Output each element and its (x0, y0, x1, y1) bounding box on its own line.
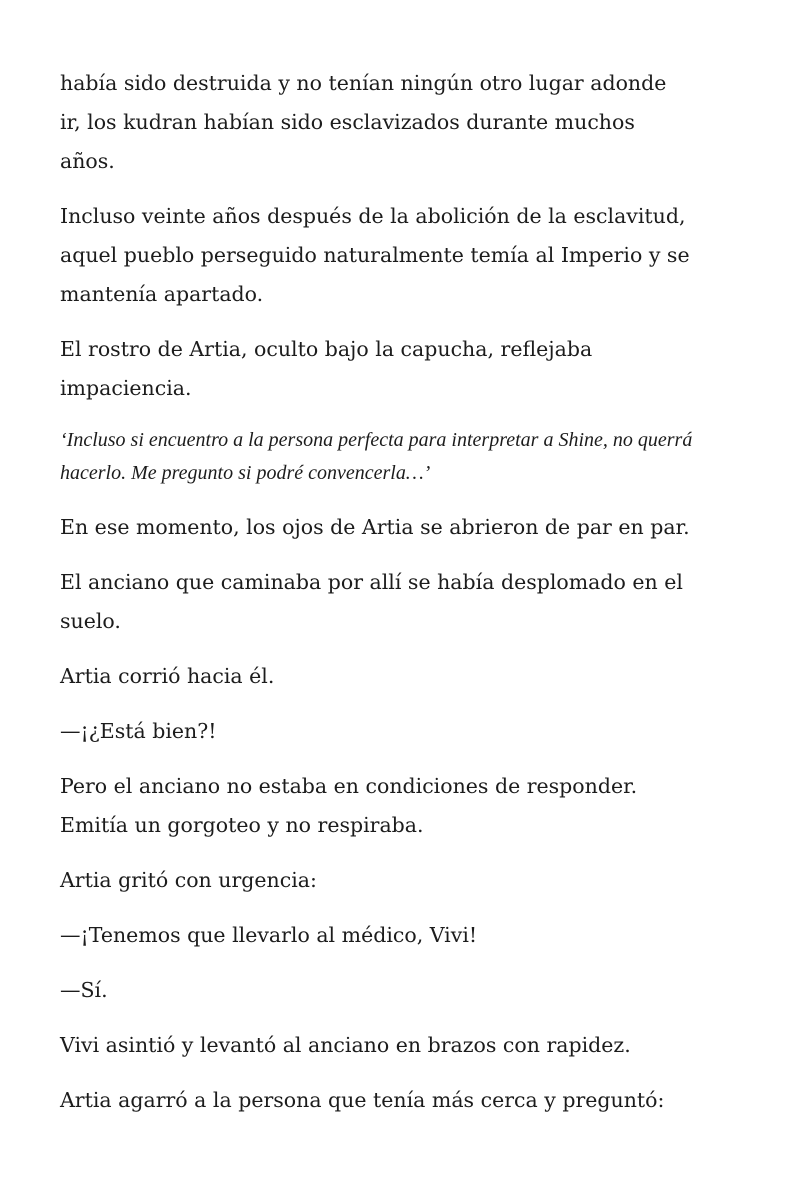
text-line: años. (60, 149, 115, 173)
paragraph (60, 508, 750, 547)
book-page (60, 64, 750, 1136)
text-line: Vivi asintió y levantó al anciano en brazos con rapidez. (60, 1033, 631, 1057)
paragraph (60, 1081, 750, 1120)
text-line: Artia gritó con urgencia: (60, 868, 317, 892)
text-line: Pero el anciano no estaba en condiciones de responder. (60, 774, 638, 798)
inner-thought-paragraph (60, 424, 750, 490)
paragraph (60, 767, 750, 845)
text-line: había sido destruida y no tenían ningún otro lugar adonde (60, 71, 667, 95)
text-line: El anciano que caminaba por allí se había desplomado en el (60, 570, 683, 594)
text-line: mantenía apartado. (60, 282, 264, 306)
paragraph (60, 64, 750, 181)
dialogue-paragraph (60, 712, 750, 751)
text-line: Artia corrió hacia él. (60, 664, 275, 688)
text-line: hacerlo. Me pregunto si podré convencerla…’ (60, 462, 431, 484)
text-line: Incluso veinte años después de la abolición de la esclavitud, (60, 204, 686, 228)
text-line: ‘Incluso si encuentro a la persona perfecta para interpretar a Shine, no querrá (60, 429, 693, 451)
text-line: El rostro de Artia, oculto bajo la capucha, reflejaba (60, 337, 593, 361)
text-line: —¡Tenemos que llevarlo al médico, Vivi! (60, 923, 478, 947)
text-line: —¡¿Está bien?! (60, 719, 217, 743)
text-line: Artia agarró a la persona que tenía más cerca y preguntó: (60, 1088, 665, 1112)
paragraph (60, 657, 750, 696)
paragraph (60, 1026, 750, 1065)
text-line: aquel pueblo perseguido naturalmente temía al Imperio y se (60, 243, 690, 267)
text-line: Emitía un gorgoteo y no respiraba. (60, 813, 424, 837)
paragraph (60, 861, 750, 900)
text-line: impaciencia. (60, 376, 192, 400)
dialogue-paragraph (60, 971, 750, 1010)
text-line: En ese momento, los ojos de Artia se abrieron de par en par. (60, 515, 690, 539)
dialogue-paragraph (60, 916, 750, 955)
text-line: ir, los kudran habían sido esclavizados durante muchos (60, 110, 635, 134)
paragraph (60, 197, 750, 314)
text-line: suelo. (60, 609, 121, 633)
paragraph (60, 563, 750, 641)
text-line: —Sí. (60, 978, 108, 1002)
paragraph (60, 330, 750, 408)
